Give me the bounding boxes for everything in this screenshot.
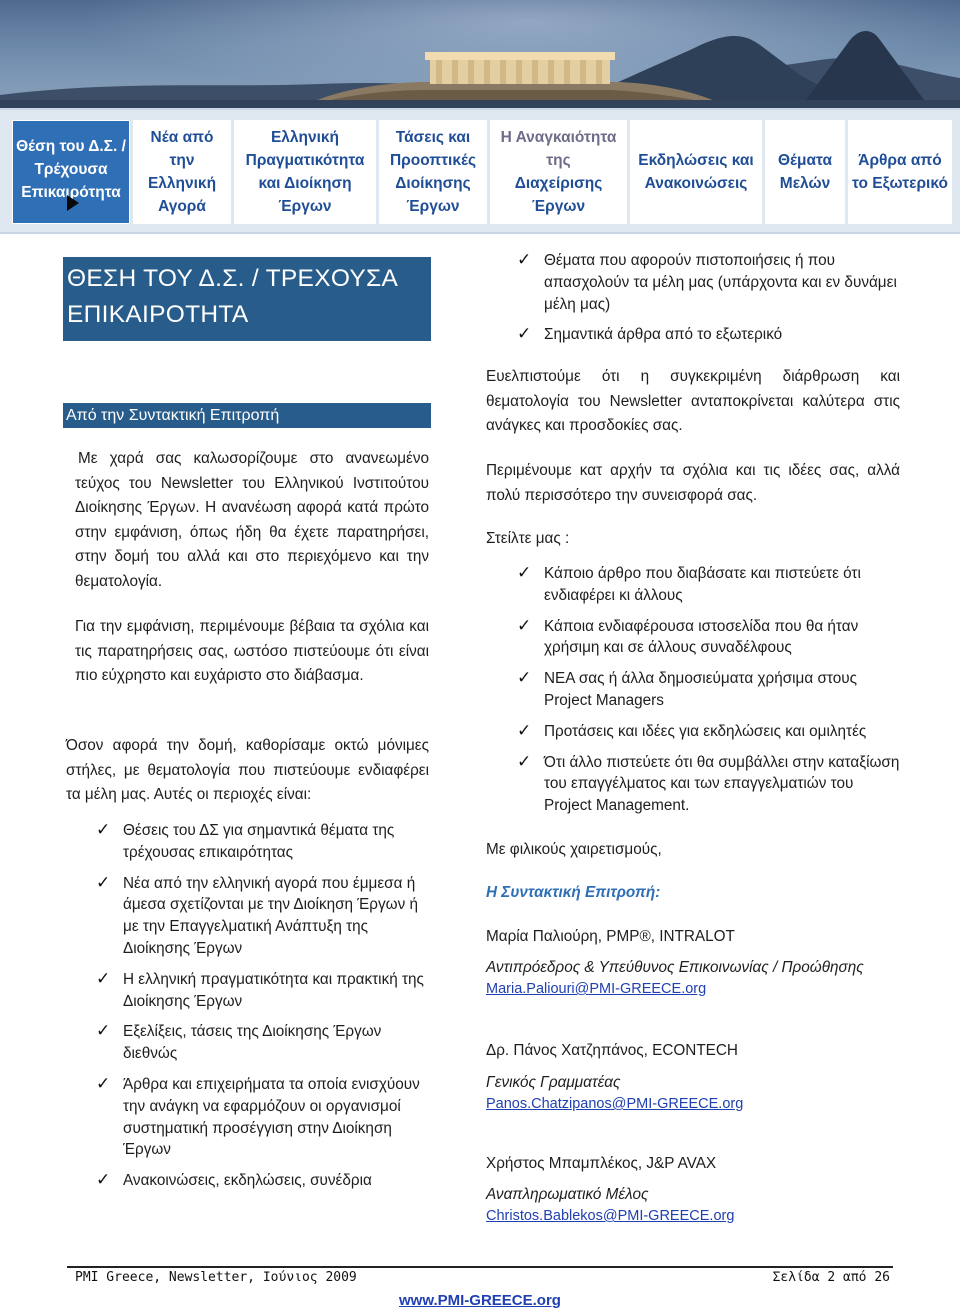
nav-item-label: Τάσεις και Προοπτικές Διοίκησης Έργων xyxy=(389,129,477,215)
check-icon: ✓ xyxy=(517,615,532,636)
nav-item-trends[interactable] xyxy=(379,120,487,224)
check-icon: ✓ xyxy=(96,968,111,989)
list-item: ✓ Θέσεις του ΔΣ για σημαντικά θέματα της τρέχουσας επικαιρότητας xyxy=(96,820,395,861)
play-arrow-icon xyxy=(67,195,79,211)
appearance-paragraph: Για την εμφάνιση, περιμένουμε βέβαια τα σχόλια και τις παρατηρήσεις σας, ωστόσο πιστεύουμε ότι είναι πιο εύχρηστο και ευχάριστο στο διάβασμα. xyxy=(75,618,429,684)
contact-email-link[interactable]: Panos.Chatzipanos@PMI-GREECE.org xyxy=(486,1096,744,1112)
send-us-list xyxy=(517,563,902,817)
topics-list-continued xyxy=(517,250,897,346)
columns-list xyxy=(96,820,436,1192)
check-icon: ✓ xyxy=(96,820,111,840)
contact-name: Δρ. Πάνος Χατζηπάνος, ECONTECH xyxy=(486,1042,738,1059)
list-item: ✓ Ανακοινώσεις, εκδηλώσεις, συνέδρια xyxy=(96,1170,372,1191)
footer-divider xyxy=(67,1266,893,1268)
nav-item-label: Άρθρα από το Εξωτερικό xyxy=(852,152,948,192)
list-item: ✓ Κάποιο άρθρο που διαβάσατε και πιστεύετε ότι ενδιαφέρει κι άλλους xyxy=(517,563,861,604)
contact-name: Μαρία Παλιούρη, PMP®, INTRALOT xyxy=(486,928,735,945)
hope-paragraph: Ευελπιστούμε ότι η συγκεκριμένη διάρθρωση και θεματολογία του Newsletter ανταποκρίνεται καλύτερα στις ανάγκες και προσδοκίες σας. xyxy=(486,368,900,434)
nav-item-label: Ελληνική Πραγματικότητα και Διοίκηση Έργων xyxy=(245,129,365,215)
list-item: ✓ Σημαντικά άρθρα από το εξωτερικό xyxy=(517,324,783,345)
send-us-label: Στείλτε μας : xyxy=(486,530,570,547)
list-item: ✓ Θέματα που αφορούν πιστοποιήσεις ή που απασχολούν τα μέλη μας (υπάρχοντα και εν δυνάμει μέλη μας) xyxy=(517,250,897,313)
nav-item-board-position[interactable] xyxy=(12,120,130,224)
nav-item-label: Θέση του Δ.Σ. / Τρέχουσα Επικαιρότητα xyxy=(16,138,126,201)
list-item: ✓ Η ελληνική πραγματικότητα και πρακτική της Διοίκησης Έργων xyxy=(96,968,424,1010)
nav-item-label: Νέα από την Ελληνική Αγορά xyxy=(147,129,217,215)
editorial-subheading: Από την Συντακτική Επιτροπή xyxy=(63,403,431,428)
intro-paragraph: Με χαρά σας καλωσορίζουμε στο ανανεωμένο τεύχος του Newsletter του Ελληνικού Ινστιτούτου Διοίκησης Έργων. Η ανανέωση αφορά κατά πρώτο στην εμφάνιση, όπως ήδη θα έχετε παρατηρήσει, στην δομή του αλλά και στο περιεχόμενο και την θεματολογία. xyxy=(75,450,429,590)
nav-item-necessity[interactable] xyxy=(490,120,627,224)
check-icon: ✓ xyxy=(96,1073,111,1094)
check-icon: ✓ xyxy=(517,668,532,689)
nav-item-greek-market-news[interactable] xyxy=(133,120,231,224)
list-item: ✓ Προτάσεις και ιδέες για εκδηλώσεις και ομιλητές xyxy=(517,720,867,741)
footer-page-number: Σελίδα 2 από 26 xyxy=(772,1270,890,1285)
section-nav-bar xyxy=(0,108,960,234)
contact-email-link[interactable]: Christos.Bablekos@PMI-GREECE.org xyxy=(486,1208,735,1224)
check-icon: ✓ xyxy=(517,563,532,583)
nav-item-label: Διαχείρισης Έργων xyxy=(514,175,603,215)
header-banner-photo xyxy=(0,0,960,108)
check-icon: ✓ xyxy=(517,720,532,741)
section-title: ΘΕΣΗ ΤΟΥ Δ.Σ. / ΤΡΕΧΟΥΣΑ ΕΠΙΚΑΙΡΟΤΗΤΑ xyxy=(63,257,431,341)
list-item: ✓ Εξελίξεις, τάσεις της Διοίκησης Έργων διεθνώς xyxy=(96,1021,382,1063)
nav-item-greek-reality[interactable] xyxy=(234,120,376,224)
contact-role: Αναπληρωματικό Μέλος xyxy=(486,1186,649,1203)
footer-website-link[interactable]: www.PMI-GREECE.org xyxy=(399,1292,561,1309)
nav-item-events[interactable] xyxy=(630,120,762,224)
list-item: ✓ ΝΕΑ σας ή άλλα δημοσιεύματα χρήσιμα στους Project Managers xyxy=(517,668,857,709)
feedback-paragraph: Περιμένουμε κατ αρχήν τα σχόλια και τις ιδέες σας, αλλά πολύ περισσότερο την συνεισφορά σας. xyxy=(486,462,900,504)
nav-item-label: Η Αναγκαιότητα της xyxy=(500,129,617,169)
footer-publication: PMI Greece, Newsletter, Ιούνιος 2009 xyxy=(75,1270,357,1285)
nav-item-foreign-articles[interactable] xyxy=(848,120,952,224)
list-item: ✓ Ότι άλλο πιστεύετε ότι θα συμβάλλει στην καταξίωση του επαγγέλματος και των επαγγελματιών του Project Management. xyxy=(517,751,900,815)
check-icon: ✓ xyxy=(517,324,532,345)
signature-label: Η Συντακτική Επιτροπή: xyxy=(486,884,661,901)
contact-role: Γενικός Γραμματέας xyxy=(486,1074,621,1091)
nav-item-label: Εκδηλώσεις και Ανακοινώσεις xyxy=(638,152,754,192)
list-item: ✓ Κάποια ενδιαφέρουσα ιστοσελίδα που θα ήταν χρήσιμη και σε άλλους συναδέλφους xyxy=(517,615,859,657)
contact-name: Χρήστος Μπαμπλέκος, J&P AVAX xyxy=(486,1155,717,1172)
check-icon: ✓ xyxy=(517,250,532,270)
list-item: ✓ Άρθρα και επιχειρήματα τα οποία ενισχύουν την ανάγκη να εφαρμόζουν οι οργανισμοί συστηματική προσέγγιση στην Διοίκηση Έργων xyxy=(96,1073,420,1159)
nav-item-label: Θέματα Μελών xyxy=(777,152,833,192)
check-icon: ✓ xyxy=(96,872,111,893)
contact-role: Αντιπρόεδρος & Υπεύθυνος Επικοινωνίας / Προώθησης xyxy=(486,959,864,976)
nav-item-member-topics[interactable] xyxy=(765,120,845,224)
acropolis-image xyxy=(0,0,960,108)
structure-paragraph: Όσον αφορά την δομή, καθορίσαμε οκτώ μόνιμες στήλες, με θεματολογία που πιστεύουμε ενδιαφέρει τα μέλη μας. Αυτές οι περιοχές είναι: xyxy=(66,737,429,803)
check-icon: ✓ xyxy=(517,751,532,772)
greeting: Με φιλικούς χαιρετισμούς, xyxy=(486,841,662,858)
check-icon: ✓ xyxy=(96,1170,111,1191)
contact-email-link[interactable]: Maria.Paliouri@PMI-GREECE.org xyxy=(486,981,707,997)
check-icon: ✓ xyxy=(96,1021,111,1042)
list-item: ✓ Νέα από την ελληνική αγορά που έμμεσα ή άμεσα σχετίζονται με την Διοίκηση Έργων ή με την Επαγγελματική Ανάπτυξη της Διοίκησης Έργων xyxy=(96,872,418,957)
